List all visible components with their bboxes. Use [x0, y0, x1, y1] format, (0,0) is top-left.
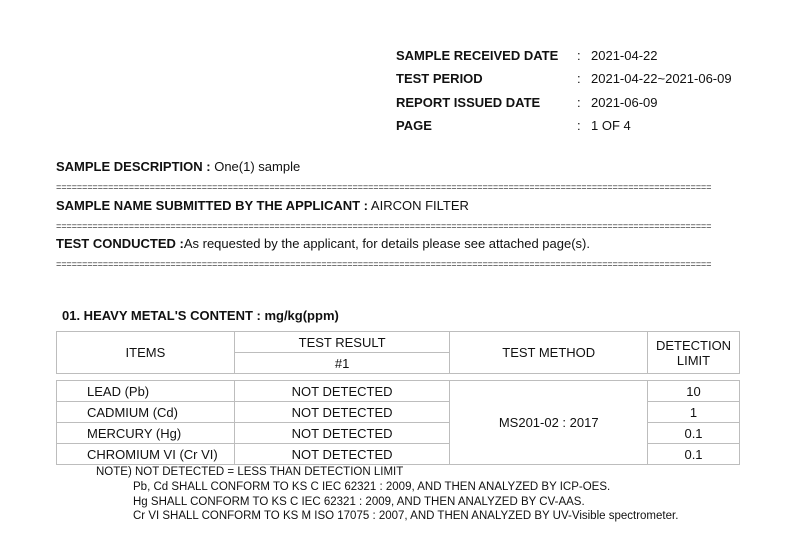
sample-name [56, 198, 469, 213]
sample-description-value: One(1) sample [214, 159, 301, 174]
header-sample-number: #1 [234, 353, 450, 374]
separator-line: ============================================================================================================================== [56, 184, 712, 192]
header-value: 2021-04-22 [591, 48, 658, 63]
cell-limit: 0.1 [648, 423, 740, 444]
table-spacer-row [57, 374, 740, 381]
cell-item: CADMIUM (Cd) [57, 402, 235, 423]
header-test-method: TEST METHOD [450, 332, 648, 374]
table-row [57, 381, 740, 402]
sample-description [56, 159, 300, 174]
note-line: NOTE) NOT DETECTED = LESS THAN DETECTION LIMIT [96, 466, 404, 478]
header-row-test-period [396, 67, 732, 90]
sample-name-value: AIRCON FILTER [370, 198, 469, 213]
section-title: 01. HEAVY METAL'S CONTENT : mg/kg(ppm) [62, 308, 339, 323]
cell-result: NOT DETECTED [234, 444, 450, 465]
header-colon: : [577, 117, 581, 133]
header-label: REPORT ISSUED DATE [396, 94, 541, 110]
separator-line: ============================================================================================================================== [56, 223, 712, 231]
cell-limit: 0.1 [648, 444, 740, 465]
header-row-page [396, 114, 732, 137]
report-header [396, 44, 732, 137]
table-header-row [57, 332, 740, 353]
sample-name-label: SAMPLE NAME SUBMITTED BY THE APPLICANT : [56, 198, 369, 213]
header-detection-limit [648, 332, 740, 374]
header-value: 2021-06-09 [591, 94, 658, 110]
header-value: 1 OF 4 [591, 117, 631, 133]
test-conducted [56, 236, 590, 251]
test-conducted-label: TEST CONDUCTED : [56, 236, 184, 251]
header-value: 2021-04-22~2021-06-09 [591, 71, 732, 87]
cell-test-method: MS201-02 : 2017 [450, 381, 648, 465]
cell-limit: 10 [648, 381, 740, 402]
cell-result: NOT DETECTED [234, 423, 450, 444]
cell-item: LEAD (Pb) [57, 381, 235, 402]
header-detection-limit-line1: DETECTION [655, 337, 732, 353]
header-label: TEST PERIOD [396, 71, 483, 87]
results-table [56, 331, 740, 465]
note-line: Pb, Cd SHALL CONFORM TO KS C IEC 62321 : 2009, AND THEN ANALYZED BY ICP-OES. [133, 480, 611, 493]
cell-limit: 1 [648, 402, 740, 423]
note-line: Cr VI SHALL CONFORM TO KS M ISO 17075 : 2007, AND THEN ANALYZED BY UV-Visible spectrometer. [133, 510, 679, 523]
header-colon: : [577, 48, 581, 63]
header-row-issued-date [396, 91, 732, 114]
header-detection-limit-line2: LIMIT [676, 352, 711, 368]
cell-result: NOT DETECTED [234, 402, 450, 423]
header-row-received-date [396, 44, 732, 67]
notes [96, 465, 678, 524]
header-test-result: TEST RESULT [234, 332, 450, 353]
header-label: PAGE [396, 117, 432, 133]
sample-description-label: SAMPLE DESCRIPTION : [56, 159, 211, 174]
header-label: SAMPLE RECEIVED DATE [396, 48, 559, 63]
note-line: Hg SHALL CONFORM TO KS C IEC 62321 : 2009, AND THEN ANALYZED BY CV-AAS. [133, 495, 585, 508]
cell-item: CHROMIUM VI (Cr VI) [57, 444, 235, 465]
cell-result: NOT DETECTED [234, 381, 450, 402]
separator-line: ============================================================================================================================== [56, 261, 712, 269]
header-colon: : [577, 71, 581, 87]
test-conducted-value: As requested by the applicant, for details please see attached page(s). [183, 236, 590, 251]
cell-item: MERCURY (Hg) [57, 423, 235, 444]
header-colon: : [577, 94, 581, 110]
header-items: ITEMS [57, 332, 235, 374]
